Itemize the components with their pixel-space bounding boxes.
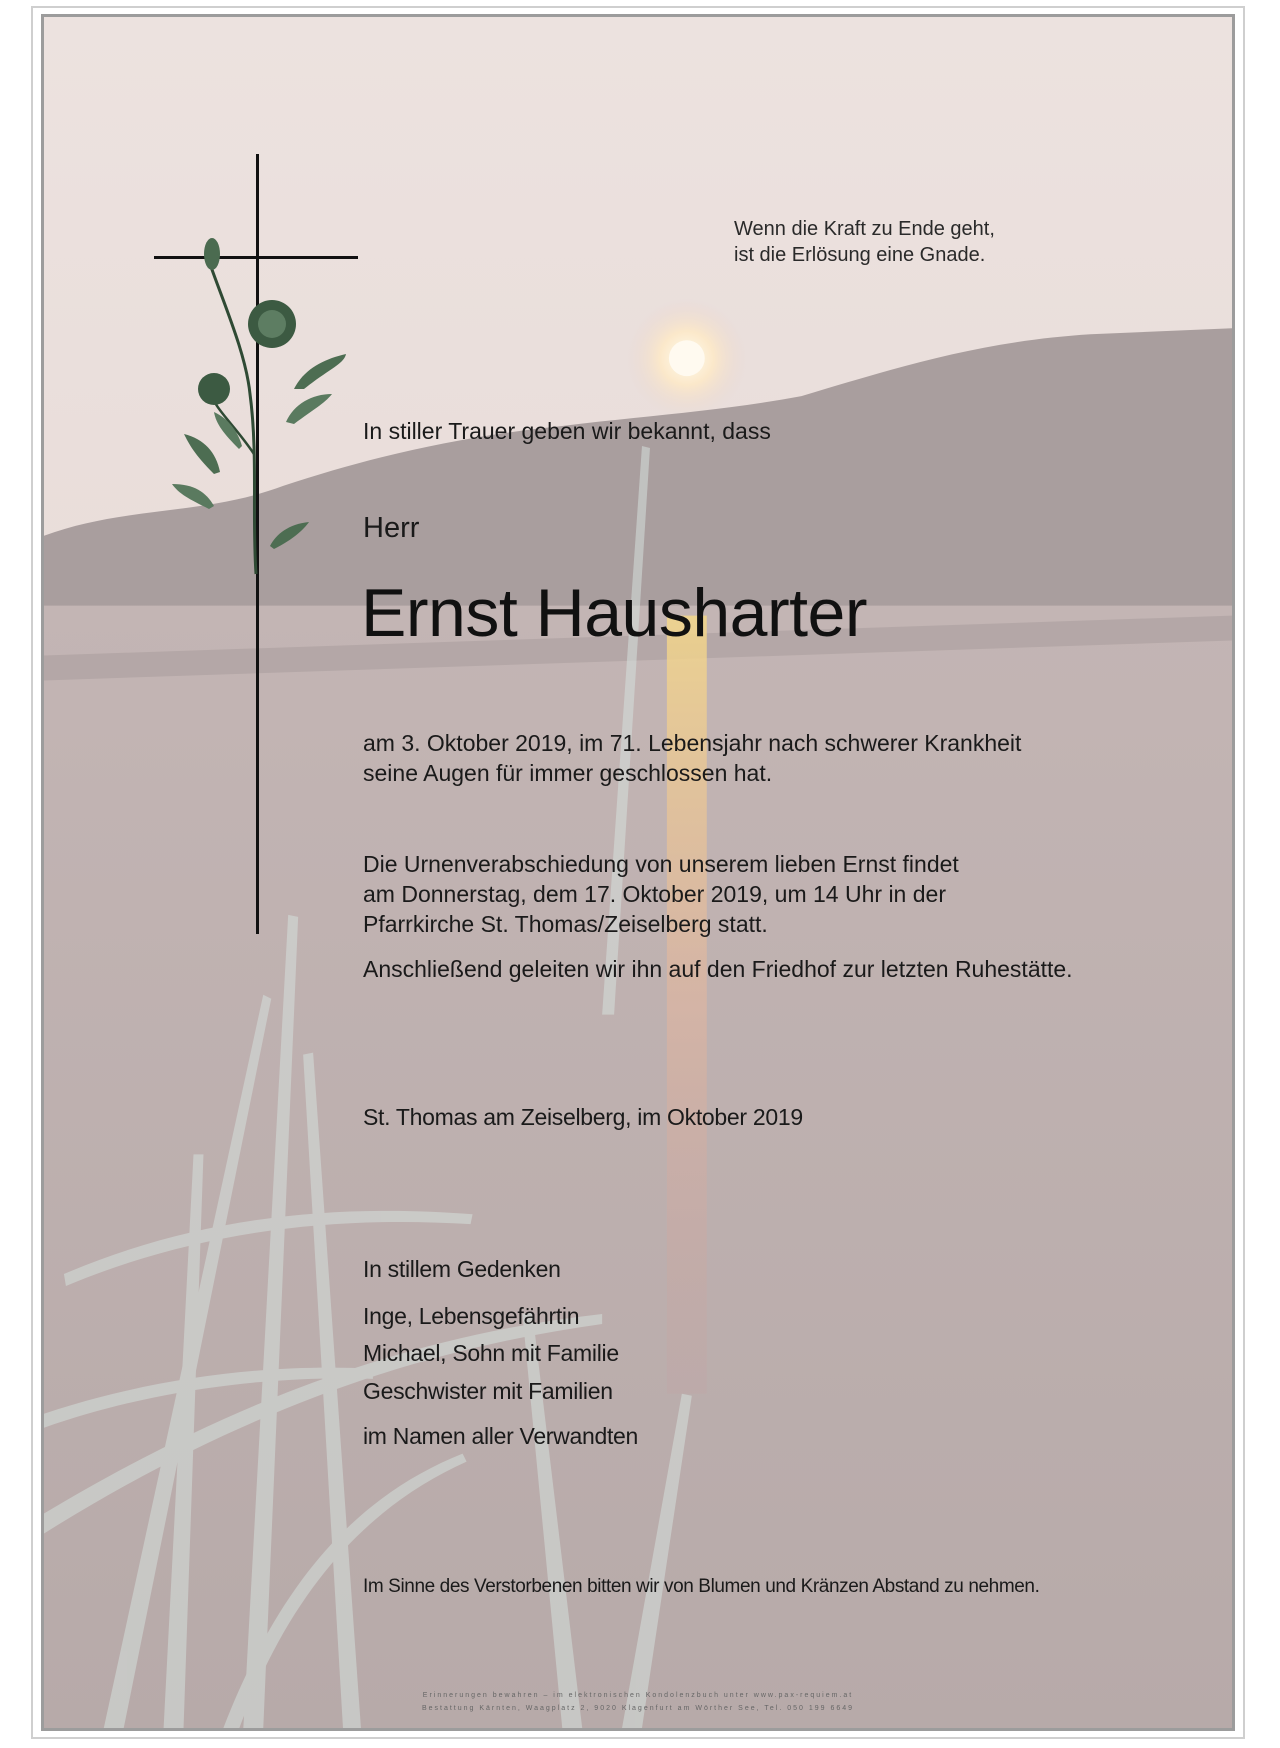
death-notice-line-2: seine Augen für immer geschlossen hat. [363, 760, 773, 786]
epigraph-line-2: ist die Erlösung eine Gnade. [734, 244, 986, 266]
cross-vertical-beam [256, 154, 259, 934]
epigraph-line-1: Wenn die Kraft zu Ende geht, [734, 218, 995, 240]
cross-horizontal-beam [154, 256, 358, 259]
flowers-request: Im Sinne des Verstorbenen bitten wir von Blumen und Kränzen Abstand zu nehmen. [363, 1576, 1040, 1597]
epigraph [734, 216, 995, 268]
mourner-item: Michael, Sohn mit Familie [363, 1340, 619, 1366]
death-notice [363, 728, 1021, 788]
mourner-item: Inge, Lebensgefährtin [363, 1303, 580, 1329]
cross-with-rose [154, 154, 394, 934]
mourners-closing: im Namen aller Verwandten [363, 1423, 639, 1449]
burial-info: Anschließend geleiten wir ihn auf den Friedhof zur letzten Ruhestätte. [363, 956, 1073, 982]
footer-line-2: Bestattung Kärnten, Waagplatz 2, 9020 Klagenfurt am Wörther See, Tel. 050 199 6649 [421, 1705, 855, 1712]
footer-line-1: Erinnerungen bewahren – im elektronischen Kondolenzbuch unter www.pax-requiem.at [422, 1692, 854, 1699]
place-and-date: St. Thomas am Zeiselberg, im Oktober 2019 [363, 1104, 803, 1130]
ceremony-line-1: Die Urnenverabschiedung von unserem lieben Ernst findet [363, 851, 959, 877]
mourners-heading: In stillem Gedenken [363, 1256, 561, 1282]
notice-frame [31, 6, 1245, 1739]
sun [669, 340, 705, 376]
ceremony-line-3: Pfarrkirche St. Thomas/Zeiselberg statt. [363, 911, 768, 937]
death-notice-line-1: am 3. Oktober 2019, im 71. Lebensjahr nach schwerer Krankheit [363, 730, 1022, 756]
ceremony-line-2: am Donnerstag, dem 17. Oktober 2019, um 14 Uhr in der [363, 881, 946, 907]
honorific: Herr [363, 512, 420, 544]
ceremony-info [363, 849, 959, 939]
intro-text: In stiller Trauer geben wir bekannt, dass [363, 418, 771, 444]
deceased-name: Ernst Hausharter [361, 575, 867, 651]
mourner-item: Geschwister mit Familien [363, 1378, 613, 1404]
